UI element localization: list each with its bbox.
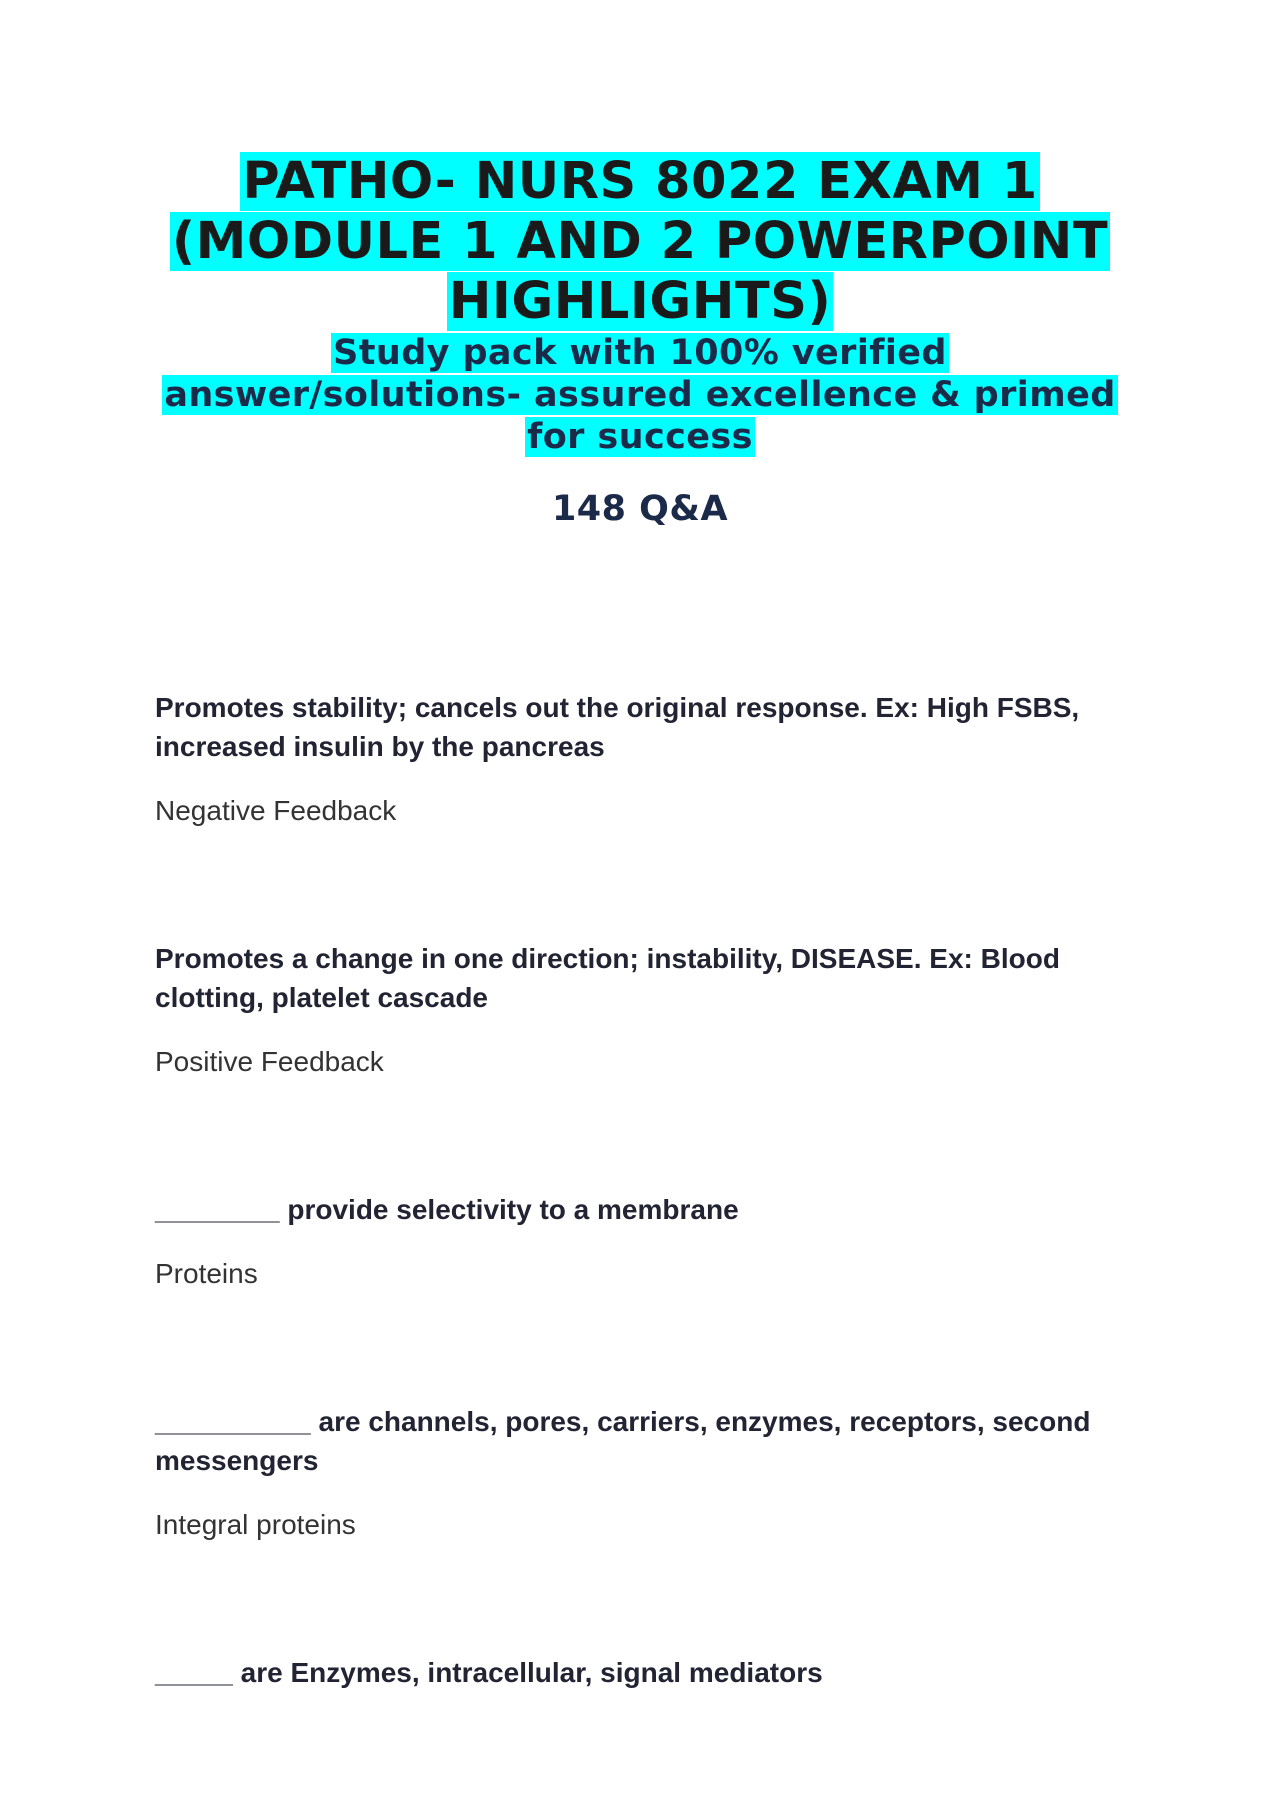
title-line-2 bbox=[140, 212, 1140, 272]
title-line-3-text: HIGHLIGHTS) bbox=[448, 272, 832, 331]
subtitle-line-1-text: Study pack with 100% verified bbox=[333, 333, 947, 373]
subtitle-line-1 bbox=[140, 332, 1140, 374]
qa-item bbox=[155, 1402, 1115, 1544]
document-title bbox=[140, 152, 1140, 458]
qa-list bbox=[155, 688, 1115, 1692]
qa-count: 148 Q&A bbox=[551, 489, 729, 529]
subtitle-line-2 bbox=[140, 374, 1140, 416]
subtitle-line-3-text: for success bbox=[527, 417, 753, 457]
answer-text: Negative Feedback bbox=[155, 795, 397, 826]
question-text: ________ provide selectivity to a membrane bbox=[155, 1194, 739, 1225]
subtitle-line-3 bbox=[140, 416, 1140, 458]
title-line-3 bbox=[140, 272, 1140, 332]
question-text: Promotes stability; cancels out the original response. Ex: High FSBS, increased insulin by the pancreas bbox=[155, 692, 1080, 762]
qa-item bbox=[155, 688, 1115, 830]
question-text: _____ are Enzymes, intracellular, signal mediators bbox=[155, 1657, 823, 1688]
question-text: Promotes a change in one direction; instability, DISEASE. Ex: Blood clotting, platelet cascade bbox=[155, 943, 1060, 1013]
answer-text: Proteins bbox=[155, 1258, 258, 1289]
qa-item bbox=[155, 1190, 1115, 1293]
subtitle-line-2-text: answer/solutions- assured excellence & primed bbox=[164, 375, 1116, 415]
answer-text: Positive Feedback bbox=[155, 1046, 384, 1077]
answer-text: Integral proteins bbox=[155, 1509, 356, 1540]
question-text: __________ are channels, pores, carriers, enzymes, receptors, second messengers bbox=[155, 1406, 1091, 1476]
title-line-2-text: (MODULE 1 AND 2 POWERPOINT bbox=[171, 212, 1109, 271]
title-line-1 bbox=[140, 152, 1140, 212]
qa-item bbox=[155, 1653, 1115, 1692]
qa-item bbox=[155, 939, 1115, 1081]
title-line-1-text: PATHO- NURS 8022 EXAM 1 bbox=[242, 152, 1038, 211]
